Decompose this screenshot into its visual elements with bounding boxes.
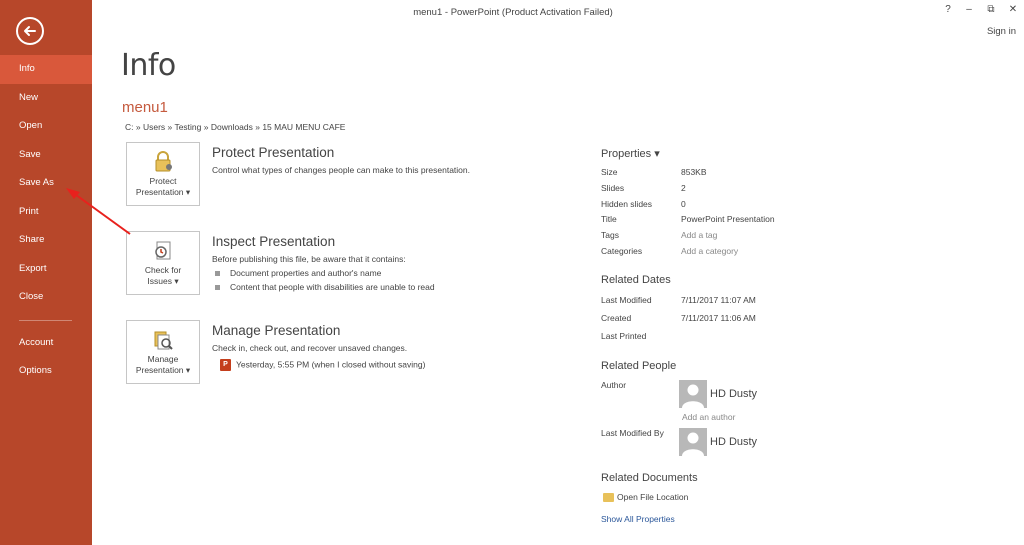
nav-item-save[interactable]: Save [19, 148, 41, 160]
add-tag-field[interactable]: Add a tag [681, 230, 718, 240]
inspect-button-label-1: Check for [144, 265, 182, 275]
related-dates-heading: Related Dates [601, 274, 671, 286]
related-documents-heading: Related Documents [601, 472, 698, 484]
author-name: HD Dusty [710, 388, 758, 400]
prop-value-size: 853KB [681, 167, 707, 177]
nav-item-share[interactable]: Share [19, 234, 45, 245]
modifier-avatar [679, 428, 707, 456]
prop-label-size: Size [601, 167, 618, 177]
autosave-version-text: Yesterday, 5:55 PM (when I closed without saving) [236, 359, 426, 370]
minimize-button[interactable]: – [966, 4, 972, 15]
prop-label-categories: Categories [601, 246, 643, 256]
bullet-icon [215, 271, 220, 276]
nav-item-new[interactable]: New [19, 91, 39, 103]
date-value-last-modified: 7/11/2017 11:07 AM [681, 295, 756, 305]
lock-key-icon [151, 150, 175, 174]
inspect-bullet-2-text: Content that people with disabilities are unable to read [230, 282, 435, 292]
inspect-title: Inspect Presentation [212, 234, 336, 249]
protect-description: Control what types of changes people can make to this presentation. [212, 165, 470, 175]
nav-divider [19, 320, 72, 321]
protect-button-label-1: Protect [149, 176, 177, 186]
show-all-properties-link[interactable]: Show All Properties [601, 514, 675, 524]
close-window-button[interactable]: ✕ [1008, 4, 1018, 15]
nav-item-options[interactable]: Options [19, 365, 52, 376]
manage-versions-icon [151, 328, 175, 352]
protect-presentation-button[interactable] [126, 142, 200, 206]
nav-item-open[interactable]: Open [19, 120, 43, 131]
related-people-heading: Related People [601, 360, 677, 372]
check-for-issues-button[interactable] [126, 231, 200, 295]
date-value-created: 7/11/2017 11:06 AM [681, 313, 756, 323]
properties-dropdown[interactable]: Properties ▾ [601, 148, 660, 160]
window-title: menu1 - PowerPoint (Product Activation Failed) [413, 7, 613, 18]
manage-description: Check in, check out, and recover unsaved changes. [212, 343, 408, 353]
nav-item-info[interactable]: Info [0, 55, 92, 84]
nav-item-save-as[interactable]: Save As [19, 177, 54, 188]
prop-label-hidden-slides: Hidden slides [601, 199, 653, 209]
inspect-bullet-1-text: Document properties and author's name [230, 268, 382, 278]
nav-item-close[interactable]: Close [19, 291, 44, 302]
date-label-last-printed: Last Printed [601, 331, 647, 341]
backstage-sidebar [0, 0, 92, 545]
protect-button-label-2: Presentation ▾ [135, 187, 191, 197]
nav-item-export[interactable]: Export [19, 262, 47, 274]
inspect-description: Before publishing this file, be aware that it contains: [212, 254, 406, 264]
document-name: menu1 [122, 99, 168, 116]
protect-title: Protect Presentation [212, 145, 335, 160]
last-modified-by-label: Last Modified By [601, 428, 664, 438]
file-path-breadcrumb: C: » Users » Testing » Downloads » 15 MAU MENU CAFE [125, 122, 346, 132]
sign-in-link[interactable]: Sign in [986, 26, 1016, 37]
restore-button[interactable]: ⧉ [987, 4, 995, 15]
manage-title: Manage Presentation [212, 323, 341, 338]
help-button[interactable]: ? [945, 4, 951, 15]
bullet-icon [215, 285, 220, 290]
inspect-button-label-2: Issues ▾ [147, 276, 179, 286]
author-label: Author [601, 380, 627, 390]
prop-value-slides: 2 [681, 183, 686, 193]
inspect-bullet-2 [215, 282, 435, 292]
nav-item-print[interactable]: Print [19, 205, 39, 217]
prop-label-tags: Tags [601, 230, 619, 240]
folder-icon [603, 493, 614, 502]
date-label-last-modified: Last Modified [601, 295, 652, 305]
document-check-icon [151, 239, 175, 263]
back-arrow-icon [22, 23, 38, 39]
page-title: Info [121, 48, 176, 83]
back-button[interactable] [16, 17, 44, 45]
prop-value-hidden-slides: 0 [681, 199, 686, 209]
add-author-field[interactable]: Add an author [682, 412, 736, 422]
open-file-location-text: Open File Location [617, 492, 689, 502]
nav-item-account[interactable]: Account [19, 336, 54, 348]
inspect-bullet-1 [215, 268, 381, 278]
autosave-version-link[interactable] [220, 359, 425, 371]
person-silhouette-icon [679, 428, 707, 456]
date-label-created: Created [601, 313, 632, 323]
manage-button-label-2: Presentation ▾ [135, 365, 191, 375]
title-bar [92, 0, 1024, 26]
manage-button-label-1: Manage [147, 354, 179, 364]
manage-presentation-button[interactable] [126, 320, 200, 384]
open-file-location-link[interactable] [603, 492, 688, 502]
prop-value-title[interactable]: PowerPoint Presentation [681, 214, 775, 224]
prop-label-slides: Slides [601, 183, 625, 193]
powerpoint-file-icon: P [220, 359, 231, 371]
person-silhouette-icon [679, 380, 707, 408]
prop-label-title: Title [601, 214, 617, 224]
add-category-field[interactable]: Add a category [681, 246, 739, 256]
backstage-nav [0, 55, 92, 386]
last-modified-by-name: HD Dusty [710, 436, 758, 448]
author-avatar [679, 380, 707, 408]
